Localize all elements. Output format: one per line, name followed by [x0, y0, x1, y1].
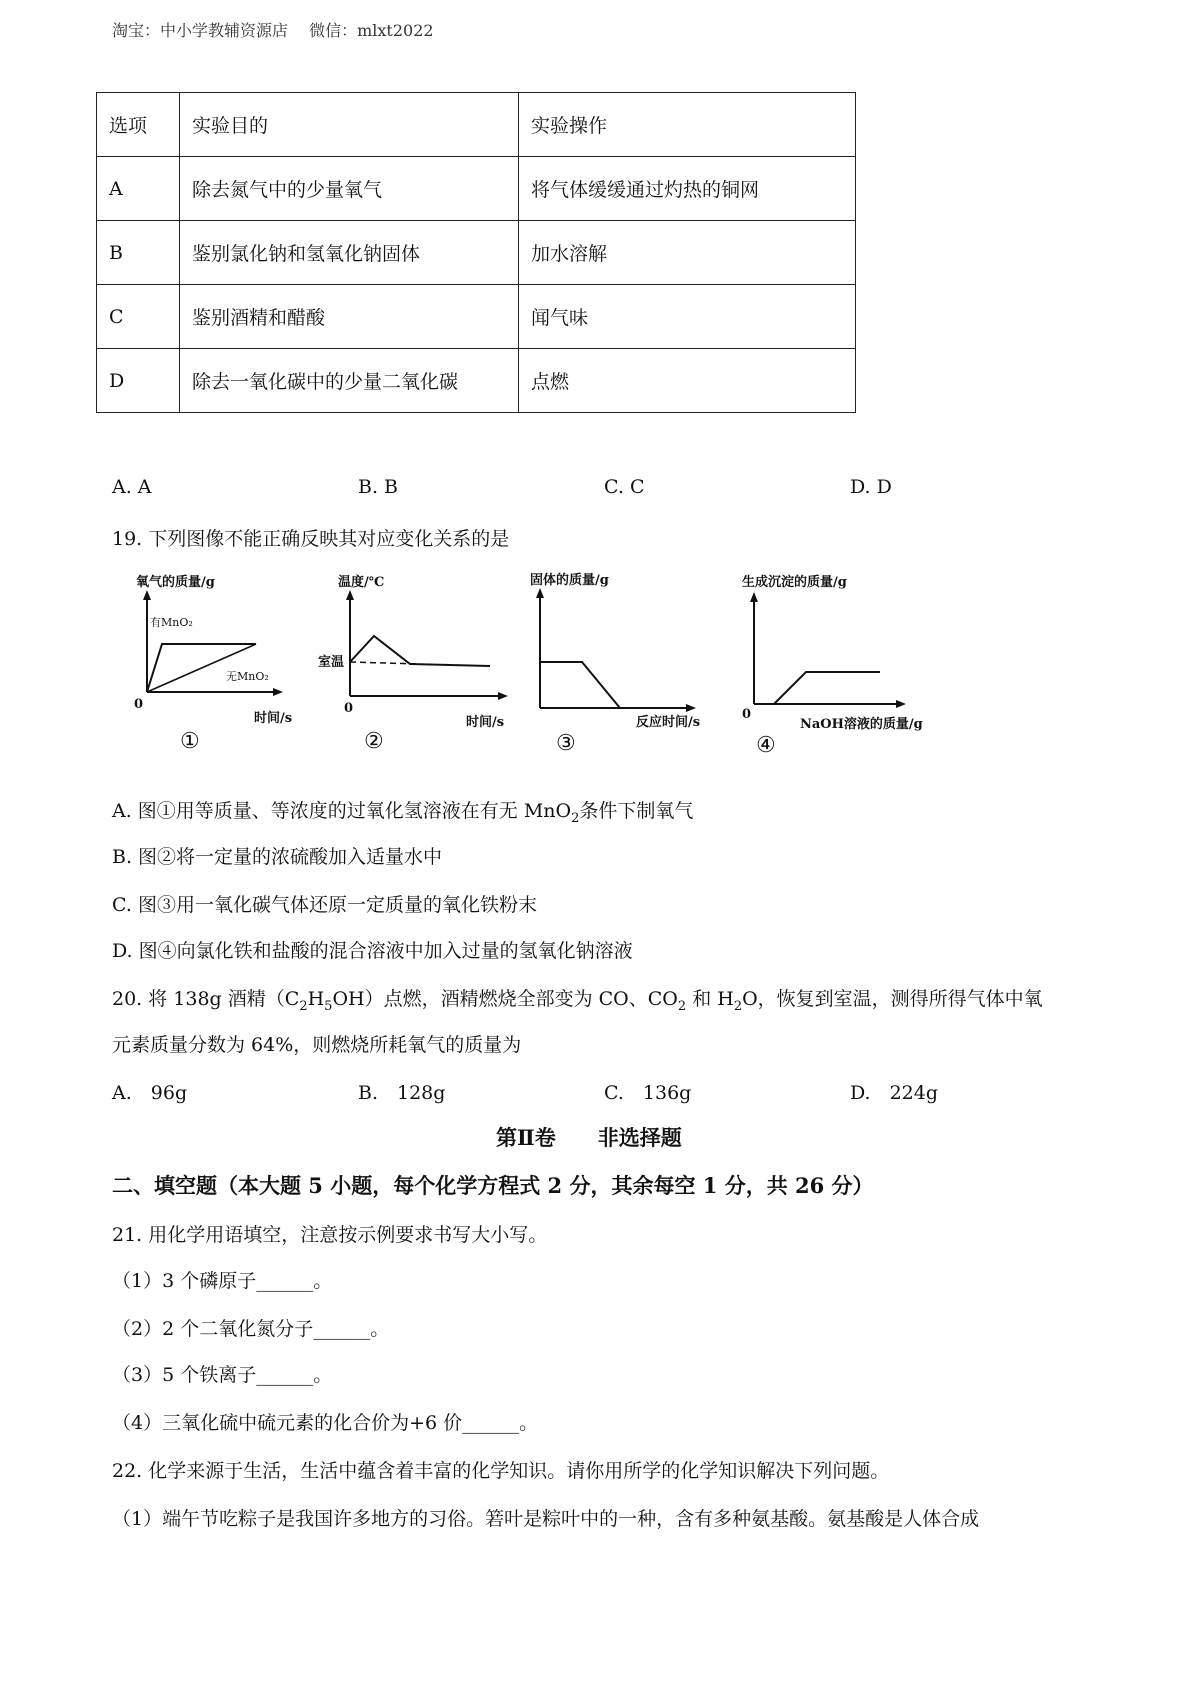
- table-cell: B: [97, 221, 180, 285]
- table-cell: 除去氮气中的少量氧气: [180, 157, 519, 221]
- graph-1-y-arrow: [143, 590, 151, 600]
- q20-option-b: B. 128g: [358, 1082, 446, 1104]
- graph-4-x-arrow: [896, 700, 906, 708]
- graph-3-number: ③: [556, 731, 576, 756]
- graph-1-curve-without-mno2: [147, 644, 256, 692]
- q18-option-c: C. C: [604, 476, 645, 498]
- graph-3-y-arrow: [536, 588, 544, 598]
- table-header-row: [97, 93, 856, 157]
- table-cell: 加水溶解: [519, 221, 856, 285]
- q22-stem: 22. 化学来源于生活，生活中蕴含着丰富的化学知识。请你用所学的化学知识解决下列问题。: [112, 1460, 890, 1482]
- graph-2: [318, 574, 508, 754]
- q20-option-d: D. 224g: [850, 1082, 939, 1104]
- q21-item-3: （3）5 个铁离子______。: [112, 1364, 333, 1386]
- q19-option-b: B. 图②将一定量的浓硫酸加入适量水中: [112, 846, 443, 868]
- section-2-heading: 二、填空题（本大题 5 小题，每个化学方程式 2 分，其余每空 1 分，共 26 分）: [112, 1173, 874, 1198]
- table-header-cell: 实验操作: [519, 93, 856, 157]
- graph-4-curve: [754, 672, 880, 704]
- q21-stem: 21. 用化学用语填空，注意按示例要求书写大小写。: [112, 1224, 548, 1246]
- table-row: [97, 221, 856, 285]
- q20-line-1: 20. 将 138g 酒精$(C_2H_5OH)$点燃，酒精燃烧全部变为 CO、$CO_2$ 和 $H_2O$，恢复到室温，测得所得气体中氧: [112, 988, 1043, 1014]
- q19-option-c: C. 图③用一氧化碳气体还原一定质量的氧化铁粉末: [112, 894, 537, 916]
- graph-3: [530, 572, 700, 756]
- graph-2-origin: 0: [344, 701, 354, 716]
- q19-stem: 19. 下列图像不能正确反映其对应变化关系的是: [112, 528, 510, 550]
- graph-3-curve: [540, 662, 620, 708]
- graph-2-note: 室温: [318, 655, 345, 670]
- graph-4-ylabel: 生成沉淀的质量/g: [742, 575, 847, 590]
- table-cell: C: [97, 285, 180, 349]
- experiment-table: [96, 92, 856, 413]
- table-cell: 鉴别氯化钠和氢氧化钠固体: [180, 221, 519, 285]
- table-cell: D: [97, 349, 180, 413]
- q21-item-2: （2）2 个二氧化氮分子______。: [112, 1318, 390, 1340]
- table-row: [97, 285, 856, 349]
- table-cell: 闻气味: [519, 285, 856, 349]
- q19-option-d: D. 图④向氯化铁和盐酸的混合溶液中加入过量的氢氧化钠溶液: [112, 940, 633, 962]
- table-header-cell: 选项: [97, 93, 180, 157]
- graph-4-xlabel: NaOH溶液的质量/g: [800, 717, 923, 732]
- q20-line-2: 元素质量分数为 64%，则燃烧所耗氧气的质量为: [112, 1034, 522, 1056]
- q20-option-c: C. 136g: [604, 1082, 692, 1104]
- part-2-title: 第Ⅱ卷 非选择题: [496, 1125, 682, 1150]
- table-cell: A: [97, 157, 180, 221]
- graph-1-ylabel: 氧气的质量/g: [136, 575, 215, 590]
- graph-3-ylabel: 固体的质量/g: [530, 573, 609, 588]
- graph-1-note-with: 有MnO₂: [150, 616, 193, 629]
- table-header-cell: 实验目的: [180, 93, 519, 157]
- graph-1-origin: 0: [134, 697, 144, 712]
- graph-4-origin: 0: [742, 707, 752, 722]
- graph-1-note-without: 无MnO₂: [226, 670, 269, 683]
- graph-1: [134, 574, 292, 754]
- q19-graphs: [0, 560, 1200, 780]
- graph-2-y-arrow: [346, 590, 354, 600]
- q18-option-b: B. B: [358, 476, 399, 498]
- graph-1-number: ①: [180, 729, 200, 754]
- q18-option-a: A. A: [112, 476, 152, 498]
- table-cell: 鉴别酒精和醋酸: [180, 285, 519, 349]
- q18-option-d: D. D: [850, 476, 892, 498]
- graph-4: [742, 574, 923, 758]
- q21-item-4: （4）三氧化硫中硫元素的化合价为+6 价______。: [112, 1412, 539, 1434]
- table-cell: 点燃: [519, 349, 856, 413]
- graph-3-x-arrow: [686, 704, 696, 712]
- graph-4-y-arrow: [750, 592, 758, 602]
- graph-2-number: ②: [364, 729, 384, 754]
- table-cell: 将气体缓缓通过灼热的铜网: [519, 157, 856, 221]
- graph-1-xlabel: 时间/s: [254, 711, 293, 726]
- q20-option-a: A. 96g: [112, 1082, 188, 1104]
- graph-2-curve: [350, 636, 490, 666]
- table-row: [97, 157, 856, 221]
- q22-item-1: （1）端午节吃粽子是我国许多地方的习俗。箬叶是粽叶中的一种，含有多种氨基酸。氨基酸是人体合成: [112, 1508, 980, 1530]
- q19-option-a: A. 图①用等质量、等浓度的过氧化氢溶液在有无 MnO$_2$条件下制氧气: [112, 800, 694, 826]
- graph-4-number: ④: [756, 733, 776, 758]
- graph-2-x-arrow: [498, 692, 508, 700]
- table-cell: 除去一氧化碳中的少量二氧化碳: [180, 349, 519, 413]
- graph-1-x-arrow: [273, 688, 283, 696]
- graph-3-xlabel: 反应时间/s: [636, 715, 701, 730]
- page-header: 淘宝：中小学教辅资源店 微信：mlxt2022: [112, 21, 434, 40]
- graph-2-xlabel: 时间/s: [466, 715, 505, 730]
- table-row: [97, 349, 856, 413]
- graph-2-ylabel: 温度/℃: [338, 575, 385, 590]
- q21-item-1: （1）3 个磷原子______。: [112, 1270, 333, 1292]
